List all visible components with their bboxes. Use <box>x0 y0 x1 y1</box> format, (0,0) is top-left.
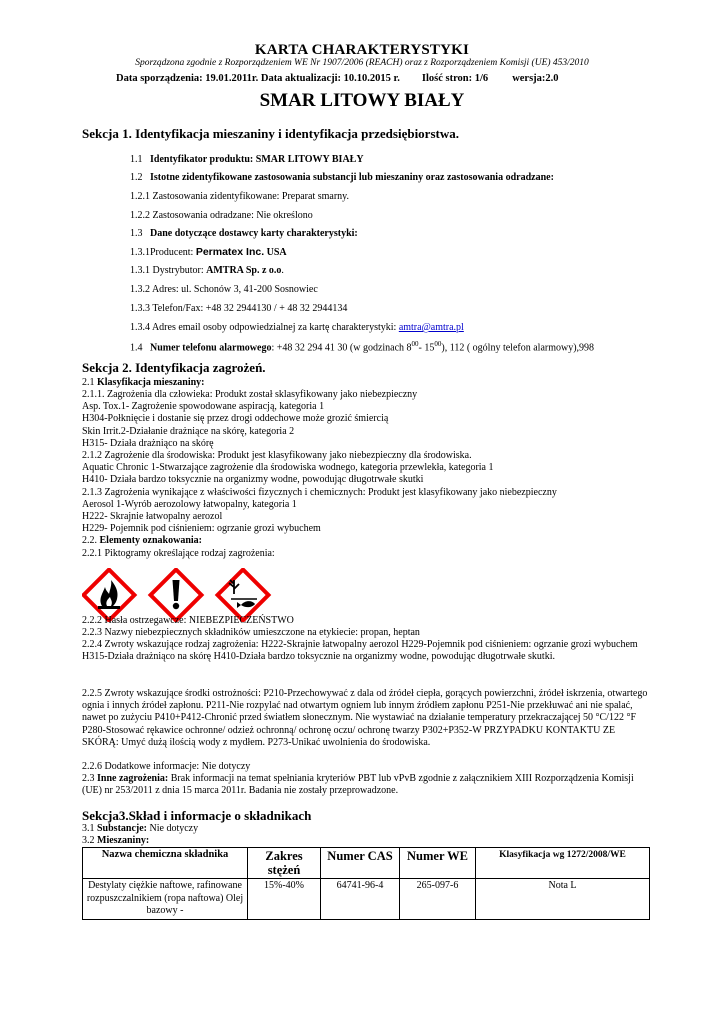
col-header-we: Numer WE <box>400 848 476 879</box>
item-2-2 <box>82 535 557 547</box>
item-number: 2.1 <box>82 377 97 388</box>
meta-version: wersja:2.0 <box>512 73 559 84</box>
item-1-3 <box>130 228 358 239</box>
ghs-pictograms <box>82 568 272 622</box>
composition-table <box>82 847 650 920</box>
item-3-1 <box>82 823 198 835</box>
email-label: 1.3.4 Adres email osoby odpowiedzialnej za kartę charakterystyki: <box>130 322 399 333</box>
email-link[interactable]: amtra@amtra.pl <box>398 322 464 333</box>
item-2-2-3: 2.2.3 Nazwy niebezpiecznych składników umieszczone na etykiecie: propan, heptan <box>82 627 420 638</box>
table-row <box>83 879 650 920</box>
meta-pages: Ilość stron: 1/6 <box>421 73 489 84</box>
emergency-sup: 00 <box>411 340 419 348</box>
flame-pictogram-icon <box>84 570 135 621</box>
item-1-2-1: 1.2.1 Zastosowania zidentyfikowane: Preparat smarny. <box>130 191 350 202</box>
col-header-classification: Klasyfikacja wg 1272/2008/WE <box>476 848 650 879</box>
section-1-heading: Sekcja 1. Identyfikacja mieszaniny i identyfikacja przedsiębiorstwa. <box>82 126 459 141</box>
item-1-1 <box>130 154 364 165</box>
item-2-2-5: 2.2.5 Zwroty wskazujące środki ostrożności: P210-Przechowywać z dala od źródeł ciepła, gorących powierzchni, źródeł iskrzenia, otwartego ognia i innych źródeł zapłonu. P211-Nie rozpylać nad otwartym ogniem lub innym źródłem zapłonu P251-Nie przekłuwać ani nie spalać, nawet po zużyciu P410+P412-Chronić przed światłem słonecznym. Nie wystawiać na działanie temperatury przekraczającej 50 °C/122 °F P280-Stosować rękawice ochronne/ odzież ochronną/ ochronę oczu/ ochronę twarzy P302+P352-W PRZYPADKU KONTAKTU ZE SKÓRĄ: Umyć dużą ilością wody z mydłem. P273-Unikać uwolnienia do środowiska. <box>82 688 648 748</box>
emergency-text-b: - 15 <box>418 342 435 354</box>
section-3-heading: Sekcja3.Skład i informacje o składnikach <box>82 808 312 823</box>
hazard-line: Skin Irrit.2-Działanie drażniące na skórę, kategoria 2 <box>82 425 295 437</box>
environment-pictogram-icon <box>218 570 269 621</box>
item-2-3 <box>82 773 650 797</box>
hazard-line: Aerosol 1-Wyrób aerozolowy łatwopalny, kategoria 1 <box>82 498 297 510</box>
hazard-lines <box>82 389 557 560</box>
product-name: SMAR LITOWY BIAŁY <box>259 90 465 111</box>
item-text: Istotne zidentyfikowane zastosowania substancji lub mieszaniny oraz zastosowania odradzane: <box>150 172 554 183</box>
col-header-name: Nazwa chemiczna składnika <box>83 848 248 879</box>
item-number: 1.1 <box>130 154 143 165</box>
item-label: Substancje: <box>97 823 148 834</box>
item-2-1 <box>82 377 205 389</box>
cell-cas: 64741-96-4 <box>321 879 400 920</box>
hazard-line: 2.1.1. Zagrożenia dla człowieka: Produkt został sklasyfikowany jako niebezpieczny <box>82 389 418 400</box>
distributor-suffix: . <box>281 265 284 276</box>
emergency-text-c: ), 112 ( ogólny telefon alarmowy),998 <box>441 342 595 354</box>
item-number: 2.2. <box>82 535 100 547</box>
emergency-sup: 00 <box>434 340 442 348</box>
col-header-range: Zakres stężeń <box>248 848 321 879</box>
document-meta <box>116 73 559 84</box>
cell-name: Destylaty ciężkie naftowe, rafinowane rozpuszczalnikiem (ropa naftowa) Olej bazowy - <box>83 879 248 920</box>
hazard-line: H229- Pojemnik pod ciśnieniem: ogrzanie grozi wybuchem <box>82 523 321 535</box>
table-header-row <box>83 848 650 879</box>
emergency-text-a: : +48 32 294 41 30 (w godzinach 8 <box>271 342 412 354</box>
item-text: Nie dotyczy <box>147 823 199 834</box>
hazard-line: H410- Działa bardzo toksycznie na organizmy wodne, powodując długotrwałe skutki <box>82 474 424 486</box>
hazard-line: H304-Połknięcie i dostanie się przez drogi oddechowe może grozić śmiercią <box>82 413 389 425</box>
item-2-2-1: 2.2.1 Piktogramy określające rodzaj zagrożenia: <box>82 547 275 559</box>
item-text: Brak informacji na temat spełniania kryteriów PBT lub vPvB zgodnie z załącznikiem XIII Rozporządzenia Komisji (UE) nr 253/2011 z dnia 15 marca 2011r. Badania nie zostały przeprowadzone. <box>82 773 634 797</box>
section-2-heading: Sekcja 2. Identyfikacja zagrożeń. <box>82 360 266 375</box>
item-1-3-2: 1.3.2 Adres: ul. Schonów 3, 41-200 Sosnowiec <box>130 284 318 295</box>
meta-dates: Data sporządzenia: 19.01.2011r. Data aktualizacji: 10.10.2015 r. <box>116 73 400 84</box>
item-2-2-2: 2.2.2 Hasła ostrzegawcze: NIEBEZPIECZEŃSTWO <box>82 615 294 626</box>
regulation-subtitle: Sporządzona zgodnie z Rozporządzeniem WE Nr 1907/2006 (REACH) oraz z Rozporządzeniem Komisji (UE) 453/2010 <box>135 58 589 68</box>
document-title: KARTA CHARAKTERYSTYKI <box>254 42 470 58</box>
item-number: 1.4 <box>130 342 143 354</box>
item-1-2 <box>130 172 554 183</box>
hazard-line: Asp. Tox.1- Zagrożenie spowodowane aspiracją, kategoria 1 <box>82 401 325 413</box>
item-1-3-3: 1.3.3 Telefon/Fax: +48 32 2944130 / + 48 32 2944134 <box>130 303 348 314</box>
item-text: Identyfikator produktu: SMAR LITOWY BIAŁY <box>150 154 364 165</box>
item-1-4 <box>130 340 594 353</box>
item-2-2-6: 2.2.6 Dodatkowe informacje: Nie dotyczy <box>82 761 251 772</box>
item-text: Klasyfikacja mieszaniny: <box>97 377 205 388</box>
producer-country: USA <box>266 247 287 258</box>
producer-label: 1.3.1Producent: <box>130 247 196 258</box>
item-1-2-2: 1.2.2 Zastosowania odradzane: Nie określono <box>130 210 313 221</box>
cell-classification: Nota L <box>476 879 650 920</box>
item-number: 2.3 <box>82 773 97 784</box>
item-text: Elementy oznakowania: <box>99 535 202 547</box>
item-1-3-4 <box>130 322 464 333</box>
item-number: 3.2 <box>82 835 97 846</box>
cell-we: 265-097-6 <box>400 879 476 920</box>
item-1-3-1-distributor <box>130 265 284 276</box>
item-number: 1.2 <box>130 172 143 183</box>
item-1-3-1-producer <box>130 246 287 258</box>
item-label: Inne zagrożenia: <box>97 773 169 784</box>
distributor-label: 1.3.1 Dystrybutor: <box>130 265 207 276</box>
hazard-line: H315- Działa drażniąco na skórę <box>82 437 214 449</box>
item-text: Dane dotyczące dostawcy karty charakterystyki: <box>150 228 358 239</box>
hazard-line: H222- Skrajnie łatwopalny aerozol <box>82 511 223 523</box>
item-label: Mieszaniny: <box>97 835 150 846</box>
producer-company: Permatex Inc. <box>195 246 265 258</box>
cell-range: 15%-40% <box>248 879 321 920</box>
exclamation-pictogram-icon <box>151 570 202 621</box>
distributor-company: AMTRA Sp. z o.o <box>206 265 282 276</box>
col-header-cas: Numer CAS <box>321 848 400 879</box>
emergency-label: Numer telefonu alarmowego <box>150 342 272 354</box>
item-number: 3.1 <box>82 823 97 834</box>
hazard-line: 2.1.3 Zagrożenia wynikające z właściwości fizycznych i chemicznych: Produkt jest klasyfikowany jako niebezpieczny <box>82 486 557 498</box>
item-number: 1.3 <box>130 228 143 239</box>
item-3-2 <box>82 835 149 847</box>
item-2-2-4: 2.2.4 Zwroty wskazujące rodzaj zagrożenia: H222-Skrajnie łatwopalny aerozol H229-Pojemnik pod ciśnieniem: ogrzanie grozi wybuchem H315-Działa drażniąco na skórę H410-Działa bardzo toksycznie na organizmy wodne, powodując długotrwałe skutki. <box>82 639 638 663</box>
hazard-line: 2.1.2 Zagrożenie dla środowiska: Produkt jest klasyfikowany jako niebezpieczny dla środowiska. <box>82 450 472 462</box>
hazard-line: Aquatic Chronic 1-Stwarzające zagrożenie dla środowiska wodnego, kategoria przewlekła, kategoria 1 <box>82 462 494 474</box>
